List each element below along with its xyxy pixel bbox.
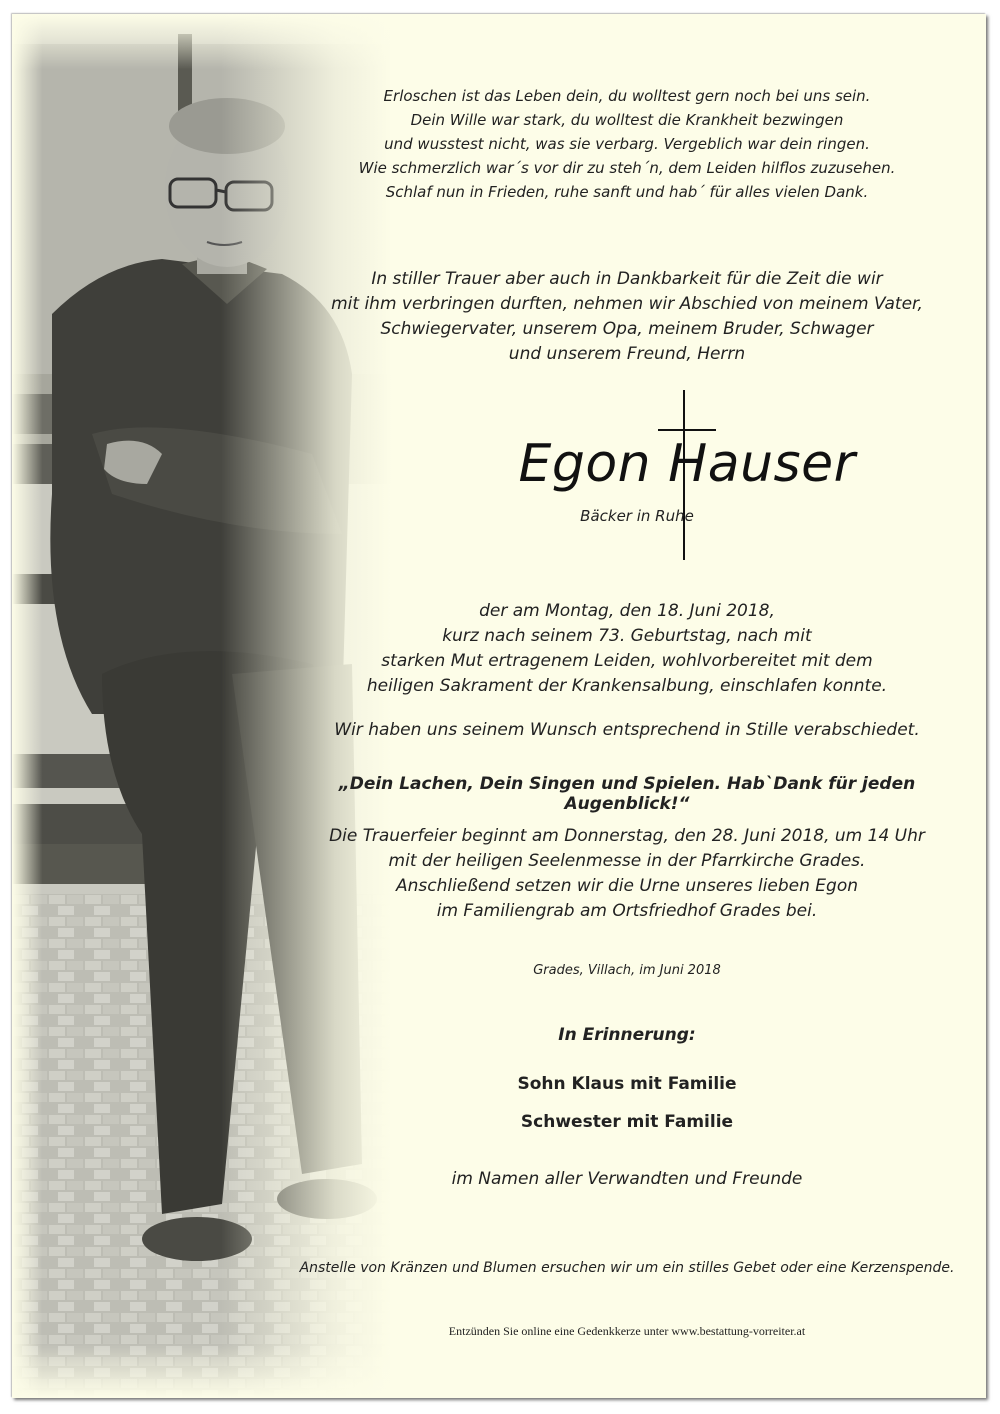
death-line: der am Montag, den 18. Juni 2018,: [479, 601, 775, 621]
donation-request: Anstelle von Kränzen und Blumen ersuchen wir um ein stilles Gebet oder eine Kerzenspende.: [299, 1260, 955, 1276]
death-line: heiligen Sakrament der Krankensalbung, einschlafen konnte.: [366, 676, 888, 696]
death-line: starken Mut ertragenem Leiden, wohlvorbereitet mit dem: [381, 651, 873, 671]
online-candle-note: Entzünden Sie online eine Gedenkkerze unter www.bestattung-vorreiter.at: [448, 1324, 806, 1338]
poem-line: und wusstest nicht, was sie verbarg. Vergeblich war dein ringen.: [384, 135, 870, 153]
intro-line: und unserem Freund, Herrn: [508, 344, 746, 364]
mourner: Schwester mit Familie: [520, 1112, 734, 1132]
farewell-text: Wir haben uns seinem Wunsch entsprechend in Stille verabschiedet.: [334, 720, 920, 740]
service-line: Anschließend setzen wir die Urne unseres lieben Egon: [395, 876, 859, 896]
memory-heading: In Erinnerung:: [558, 1025, 696, 1045]
poem-line: Wie schmerzlich war´s vor dir zu steh´n, dem Leiden hilflos zuzusehen.: [358, 159, 896, 177]
poem-line: Erloschen ist das Leben dein, du wolltest gern noch bei uns sein.: [383, 87, 871, 105]
service-details: [287, 824, 967, 924]
relatives-line: im Namen aller Verwandten und Freunde: [451, 1169, 803, 1189]
service-line: Die Trauerfeier beginnt am Donnerstag, den 28. Juni 2018, um 14 Uhr: [329, 826, 925, 846]
obituary-card: [12, 14, 986, 1398]
obituary-text: [287, 14, 967, 1398]
deceased-name: Egon Hauser: [518, 434, 856, 494]
intro-line: Schwiegervater, unserem Opa, meinem Bruder, Schwager: [380, 319, 874, 339]
intro-text: [287, 267, 967, 367]
memorial-quote: „Dein Lachen, Dein Singen und Spielen. Hab`Dank für jeden Augenblick!“: [338, 774, 916, 814]
death-notice: [287, 599, 967, 699]
intro-line: mit ihm verbringen durften, nehmen wir Abschied von meinem Vater,: [331, 294, 923, 314]
place-date: Grades, Villach, im Juni 2018: [533, 963, 721, 978]
poem-line: Dein Wille war stark, du wolltest die Krankheit bezwingen: [410, 111, 844, 129]
death-line: kurz nach seinem 73. Geburtstag, nach mit: [442, 626, 812, 646]
service-line: im Familiengrab am Ortsfriedhof Grades bei.: [436, 901, 818, 921]
deceased-occupation: Bäcker in Ruhe: [580, 507, 694, 525]
intro-line: In stiller Trauer aber auch in Dankbarkeit für die Zeit die wir: [371, 269, 883, 289]
poem-line: Schlaf nun in Frieden, ruhe sanft und hab´ für alles vielen Dank.: [385, 183, 869, 201]
mourner: Sohn Klaus mit Familie: [517, 1074, 737, 1094]
poem: [287, 84, 967, 204]
service-line: mit der heiligen Seelenmesse in der Pfarrkirche Grades.: [388, 851, 866, 871]
